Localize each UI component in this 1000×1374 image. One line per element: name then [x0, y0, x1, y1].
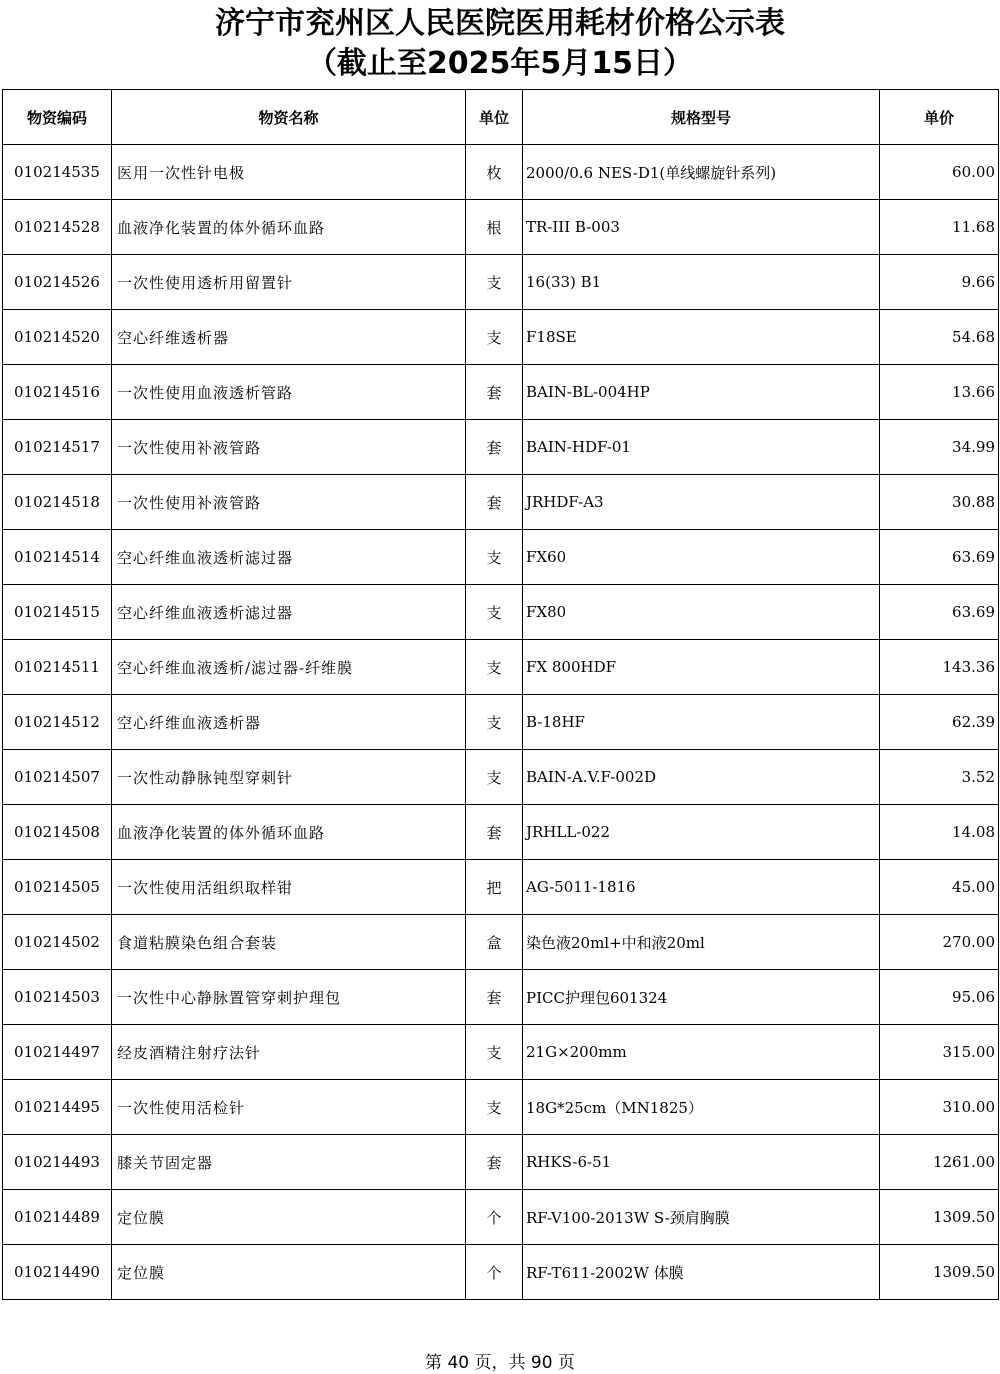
cell-unit: 套	[466, 365, 523, 420]
page-footer-pagination: 第 40 页，共 90 页	[425, 1353, 575, 1373]
cell-price: 30.88	[880, 475, 999, 530]
cell-price: 63.69	[880, 530, 999, 585]
cell-name: 一次性使用活组织取样钳	[112, 860, 466, 915]
cell-price: 34.99	[880, 420, 999, 475]
cell-code: 010214505	[3, 860, 112, 915]
cell-price: 270.00	[880, 915, 999, 970]
cell-spec: PICC护理包601324	[523, 970, 880, 1025]
cell-spec: BAIN-HDF-01	[523, 420, 880, 475]
cell-name: 一次性使用活检针	[112, 1080, 466, 1135]
cell-code: 010214495	[3, 1080, 112, 1135]
cell-spec: F18SE	[523, 310, 880, 365]
cell-unit: 支	[466, 1080, 523, 1135]
cell-code: 010214502	[3, 915, 112, 970]
cell-spec: RHKS-6-51	[523, 1135, 880, 1190]
cell-name: 一次性使用血液透析管路	[112, 365, 466, 420]
cell-name: 一次性使用补液管路	[112, 475, 466, 530]
cell-spec: JRHLL-022	[523, 805, 880, 860]
cell-code: 010214503	[3, 970, 112, 1025]
cell-code: 010214535	[3, 145, 112, 200]
cell-spec: JRHDF-A3	[523, 475, 880, 530]
cell-name: 经皮酒精注射疗法针	[112, 1025, 466, 1080]
header-spec: 规格型号	[523, 90, 880, 145]
cell-name: 空心纤维透析器	[112, 310, 466, 365]
cell-price: 3.52	[880, 750, 999, 805]
cell-unit: 支	[466, 1025, 523, 1080]
cell-unit: 套	[466, 420, 523, 475]
cell-unit: 套	[466, 805, 523, 860]
cell-unit: 支	[466, 530, 523, 585]
table-row	[3, 420, 999, 475]
cell-price: 13.66	[880, 365, 999, 420]
table-row	[3, 1135, 999, 1190]
table-row	[3, 915, 999, 970]
page-subtitle-date: （截止至2025年5月15日）	[306, 46, 694, 81]
cell-price: 11.68	[880, 200, 999, 255]
cell-price: 62.39	[880, 695, 999, 750]
table-row	[3, 640, 999, 695]
cell-code: 010214516	[3, 365, 112, 420]
cell-code: 010214493	[3, 1135, 112, 1190]
table-row	[3, 970, 999, 1025]
cell-name: 血液净化装置的体外循环血路	[112, 200, 466, 255]
cell-code: 010214489	[3, 1190, 112, 1245]
cell-code: 010214526	[3, 255, 112, 310]
cell-name: 定位膜	[112, 1190, 466, 1245]
cell-unit: 支	[466, 255, 523, 310]
cell-name: 医用一次性针电极	[112, 145, 466, 200]
cell-price: 315.00	[880, 1025, 999, 1080]
cell-code: 010214520	[3, 310, 112, 365]
table-row	[3, 1190, 999, 1245]
cell-spec: TR-III B-003	[523, 200, 880, 255]
cell-spec: FX80	[523, 585, 880, 640]
table-row	[3, 365, 999, 420]
cell-price: 63.69	[880, 585, 999, 640]
table-row	[3, 475, 999, 530]
table-row	[3, 805, 999, 860]
cell-code: 010214518	[3, 475, 112, 530]
table-row	[3, 860, 999, 915]
cell-name: 空心纤维血液透析滤过器	[112, 530, 466, 585]
cell-unit: 把	[466, 860, 523, 915]
cell-price: 1309.50	[880, 1190, 999, 1245]
cell-unit: 支	[466, 585, 523, 640]
table-row	[3, 585, 999, 640]
cell-price: 45.00	[880, 860, 999, 915]
table-row	[3, 1025, 999, 1080]
price-table	[2, 89, 999, 1300]
cell-name: 食道粘膜染色组合套装	[112, 915, 466, 970]
cell-code: 010214514	[3, 530, 112, 585]
cell-spec: 21G×200mm	[523, 1025, 880, 1080]
table-row	[3, 200, 999, 255]
cell-price: 1261.00	[880, 1135, 999, 1190]
cell-unit: 支	[466, 750, 523, 805]
cell-unit: 个	[466, 1190, 523, 1245]
cell-unit: 套	[466, 1135, 523, 1190]
cell-price: 9.66	[880, 255, 999, 310]
header-code: 物资编码	[3, 90, 112, 145]
cell-spec: AG-5011-1816	[523, 860, 880, 915]
table-header-row	[3, 90, 999, 145]
table-row	[3, 1080, 999, 1135]
cell-unit: 套	[466, 970, 523, 1025]
cell-unit: 支	[466, 695, 523, 750]
cell-name: 空心纤维血液透析器	[112, 695, 466, 750]
table-row	[3, 1245, 999, 1300]
cell-name: 定位膜	[112, 1245, 466, 1300]
cell-unit: 支	[466, 640, 523, 695]
cell-unit: 个	[466, 1245, 523, 1300]
cell-name: 空心纤维血液透析/滤过器-纤维膜	[112, 640, 466, 695]
cell-code: 010214507	[3, 750, 112, 805]
cell-price: 54.68	[880, 310, 999, 365]
cell-unit: 支	[466, 310, 523, 365]
cell-name: 一次性中心静脉置管穿刺护理包	[112, 970, 466, 1025]
cell-code: 010214497	[3, 1025, 112, 1080]
cell-code: 010214490	[3, 1245, 112, 1300]
table-row	[3, 310, 999, 365]
page-title: 济宁市兖州区人民医院医用耗材价格公示表	[215, 6, 785, 41]
cell-name: 一次性使用透析用留置针	[112, 255, 466, 310]
cell-name: 膝关节固定器	[112, 1135, 466, 1190]
table-row	[3, 255, 999, 310]
header-unit: 单位	[466, 90, 523, 145]
cell-spec: 16(33) B1	[523, 255, 880, 310]
cell-code: 010214511	[3, 640, 112, 695]
cell-spec: BAIN-BL-004HP	[523, 365, 880, 420]
cell-spec: 18G*25cm（MN1825）	[523, 1080, 880, 1135]
cell-price: 14.08	[880, 805, 999, 860]
cell-code: 010214515	[3, 585, 112, 640]
table-row	[3, 750, 999, 805]
table-body	[3, 145, 999, 1300]
cell-code: 010214528	[3, 200, 112, 255]
cell-spec: FX 800HDF	[523, 640, 880, 695]
cell-unit: 根	[466, 200, 523, 255]
cell-spec: RF-T611-2002W 体膜	[523, 1245, 880, 1300]
cell-price: 143.36	[880, 640, 999, 695]
cell-spec: 染色液20ml+中和液20ml	[523, 915, 880, 970]
cell-name: 空心纤维血液透析滤过器	[112, 585, 466, 640]
cell-spec: B-18HF	[523, 695, 880, 750]
cell-price: 1309.50	[880, 1245, 999, 1300]
cell-price: 310.00	[880, 1080, 999, 1135]
cell-unit: 套	[466, 475, 523, 530]
cell-code: 010214512	[3, 695, 112, 750]
cell-unit: 枚	[466, 145, 523, 200]
cell-name: 一次性动静脉钝型穿刺针	[112, 750, 466, 805]
cell-spec: RF-V100-2013W S-颈肩胸膜	[523, 1190, 880, 1245]
cell-code: 010214508	[3, 805, 112, 860]
cell-name: 一次性使用补液管路	[112, 420, 466, 475]
cell-price: 95.06	[880, 970, 999, 1025]
cell-spec: 2000/0.6 NES-D1(单线螺旋针系列)	[523, 145, 880, 200]
table-row	[3, 145, 999, 200]
header-name: 物资名称	[112, 90, 466, 145]
table-row	[3, 695, 999, 750]
cell-unit: 盒	[466, 915, 523, 970]
cell-code: 010214517	[3, 420, 112, 475]
cell-name: 血液净化装置的体外循环血路	[112, 805, 466, 860]
cell-price: 60.00	[880, 145, 999, 200]
header-price: 单价	[880, 90, 999, 145]
cell-spec: FX60	[523, 530, 880, 585]
table-row	[3, 530, 999, 585]
cell-spec: BAIN-A.V.F-002D	[523, 750, 880, 805]
